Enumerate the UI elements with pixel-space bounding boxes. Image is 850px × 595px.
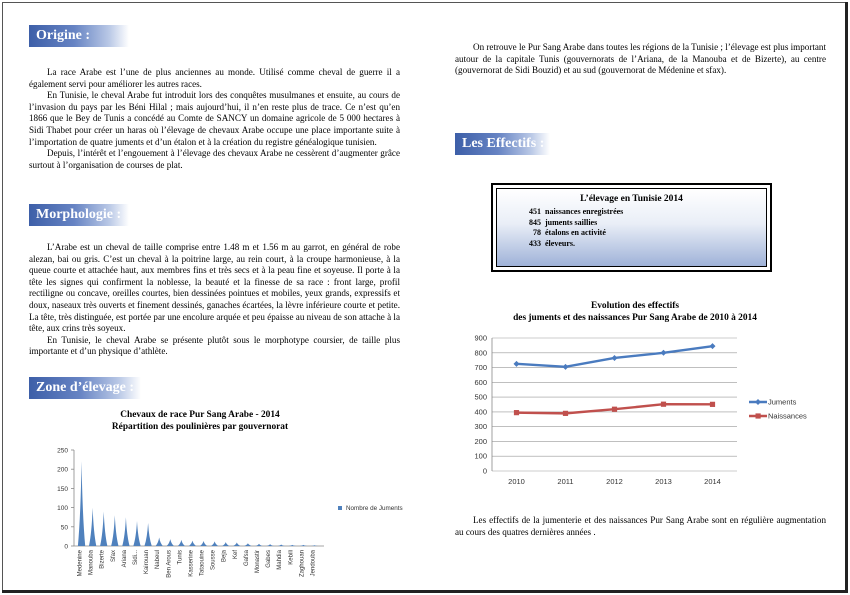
stats-item <box>525 207 766 218</box>
bar-chart-x-tick-label: Gabes <box>266 550 273 568</box>
bar-chart-bar <box>255 544 262 546</box>
origine-paragraph-3: Depuis, l’intérêt et l’engouement à l’élevage des chevaux Arabe ne cessèrent d’augmenter grâce surtout à l’organisation de courses de plat. <box>29 148 400 170</box>
morphologie-heading: Morphologie : <box>29 204 129 226</box>
line-chart-point-juments <box>661 350 667 356</box>
bar-chart-legend-swatch <box>338 506 342 510</box>
bar-chart-y-tick-label: 150 <box>57 485 68 493</box>
bar-chart-x-tick-label: Bizerte <box>99 550 106 569</box>
origine-heading: Origine : <box>29 25 129 47</box>
bar-chart-x-tick-label: Monastir <box>255 550 261 574</box>
stats-item-number: 78 <box>533 228 541 237</box>
line-chart-title: Evolution des effectifs <box>590 301 679 311</box>
bar-chart-bar <box>189 541 196 546</box>
line-chart-y-tick-label: 300 <box>474 422 487 432</box>
bar-chart-x-tick-label: Kef <box>232 550 239 560</box>
line-chart-x-tick-label: 2012 <box>606 477 623 486</box>
bar-chart-x-tick-label: Kairouan <box>144 550 151 575</box>
bar-chart-x-tick-label: Ben Arous <box>166 550 173 578</box>
line-chart-point-naissances <box>661 402 666 407</box>
bar-chart-bar <box>200 541 207 546</box>
bar-chart-x-tick-label: Zaghouan <box>299 550 306 578</box>
bar-chart-x-tick-label: Tataouine <box>199 550 206 577</box>
stats-list <box>497 204 766 249</box>
bar-chart-legend-label <box>346 505 403 512</box>
page-shadow-right <box>845 2 848 593</box>
bar-chart-bar <box>278 544 285 546</box>
morphologie-paragraph-1: L’Arabe est un cheval de taille comprise entre 1.48 m et 1.56 m au garrot, en général de robe alezan, bai ou gris. C’est un cheval à la poitrine large, au rein court, à la croupe harmonieuse, à la queue courte et attachée haut, aux membres fins et très secs et à la peau fine et soyeuse. Il porte à la tête les signes qui confirment la noblesse, la beauté et la finesse de sa race : front large, profil rectiligne ou concave, oreilles courtes, bien dessinées pointues et mobiles, yeux grands, expressifs et doux, naseaux très ouverts et finement dessinés, ganaches écartées, la lèvre inférieure courte et petite. La tête, très distinguée, est portée par une encolure arquée et peu épaisse au niveau de son attache à la tête, aux crins très soyeux. <box>29 242 400 334</box>
bar-chart-x-tick-label: Nabeul <box>155 550 162 570</box>
line-chart-y-tick-label: 800 <box>474 348 487 358</box>
line-chart-y-tick-label: 700 <box>474 363 487 373</box>
bar-chart-x-tick-label: Ariana <box>121 550 128 568</box>
bar-chart-title: Chevaux de race Pur Sang Arabe - 2014 <box>120 410 280 420</box>
bar-chart-bar <box>233 543 240 546</box>
bar-chart-x-tick-label: Beja <box>221 550 228 563</box>
bar-chart-bar <box>111 515 118 546</box>
bar-chart-x-tick-label: Mahdia <box>277 550 284 570</box>
bar-chart-x-tick-label: Jendouba <box>310 550 317 577</box>
effectifs-heading: Les Effectifs : <box>455 133 550 155</box>
line-chart-y-tick-label: 900 <box>474 333 487 343</box>
bar-chart-x-tick-label: Gafsa <box>243 550 250 567</box>
stats-item-label: éleveurs. <box>545 238 575 248</box>
line-chart-subtitle-years: 2010 à 2014 <box>710 313 757 323</box>
bar-chart-x-tick-label: Manouba <box>88 550 95 576</box>
stats-box <box>491 183 772 272</box>
line-chart-point-juments <box>612 355 618 361</box>
bar-chart-y-tick-label: 50 <box>60 524 68 532</box>
line-chart-y-tick-label: 100 <box>474 451 487 461</box>
stats-item <box>525 228 766 239</box>
right-bottom-text <box>455 515 826 538</box>
morphologie-text <box>29 242 400 358</box>
bar-chart-x-tick-label: Sfax <box>110 550 117 563</box>
stats-title: L’élevage en Tunisie 2014 <box>580 194 683 204</box>
bar-chart-bar <box>300 545 307 546</box>
line-chart-legend-label: Naissances <box>768 411 807 421</box>
stats-item-number: 845 <box>529 217 541 227</box>
bar-chart-y-tick-label: 0 <box>64 543 68 551</box>
line-chart-y-tick-label: 400 <box>474 407 487 417</box>
bar-chart-legend-line: Nombre de Juments <box>346 505 403 512</box>
bar-chart-bar <box>144 523 151 546</box>
bar-chart-bar <box>211 541 218 546</box>
bar-chart-y-tick-label: 200 <box>57 466 68 474</box>
stats-item <box>525 218 766 229</box>
bar-chart-bar <box>244 543 251 546</box>
right-intro-text <box>455 42 826 77</box>
stats-item-label: étalons en activité <box>545 228 606 237</box>
line-chart-point-juments <box>710 343 716 349</box>
stats-item <box>525 239 766 250</box>
bar-chart-x-tick-label: Tunis <box>177 550 184 565</box>
line-chart-y-tick-label: 200 <box>474 436 487 446</box>
line-chart-subtitle: des juments et des naissances Pur Sang Arabe de <box>513 313 708 323</box>
origine-paragraph-1: La race Arabe est l’une de plus anciennes au monde. Utilisé comme cheval de guerre il a également servi pour améliorer les autres races. <box>29 67 400 89</box>
bar-chart-y-tick-label: 250 <box>57 447 68 455</box>
stats-item-number: 451 <box>529 207 541 216</box>
line-chart-subtitle-row <box>485 312 785 324</box>
bar-chart-x-tick-label: Kebili <box>288 550 295 565</box>
line-chart-legend-label: Juments <box>768 397 797 407</box>
bar-chart-subtitle: Répartition des poulinières par gouvernorat <box>111 422 289 432</box>
bar-chart-bar <box>178 540 185 546</box>
bar-chart-bar <box>78 461 85 546</box>
line-chart-x-tick-label: 2013 <box>655 477 672 486</box>
line-chart-x-tick-label: 2011 <box>557 477 574 486</box>
stats-item-label: naissances enregistrées <box>545 207 624 216</box>
bar-chart-bar <box>156 538 163 546</box>
origine-paragraph-2: En Tunisie, le cheval Arabe fut introduit lors des conquêtes musulmanes et ensuite, au cours de l’invasion du pays par les Béni Hilal ; mais aujourd’hui, il n’en reste plus de trace. Ce n’est qu’en 1866 que le Bey de Tunis a concédé au Comte de SANCY un domaine agricole de 5 000 hectares à Sidi Thabet pour créer un haras où l’élevage de chevaux Arabe occupe une place importante suite à l’importation de quatre juments et d’un étalon et à la création du registre généalogique tunisien. <box>29 90 400 147</box>
bar-chart-bar <box>222 542 229 546</box>
bar-chart-x-tick-label: Medenine <box>77 550 84 577</box>
bar-chart-y-tick-label: 100 <box>57 505 68 513</box>
origine-text <box>29 67 400 171</box>
bar-chart-bar <box>167 539 174 546</box>
zone-heading: Zone d’élevage : <box>29 377 141 399</box>
right-bottom-paragraph: Les effectifs de la jumenterie et des naissances Pur Sang Arabe sont en régulière augmentation au cours des quatres dernières années . <box>455 515 826 537</box>
right-paragraph-1: On retrouve le Pur Sang Arabe dans toutes les régions de la Tunisie ; l’élevage est plus important autour de la capitale Tunis (gouvernorats de l’Ariana, de la Manouba et de Bizerte), au centre (gouvernorat de Sidi Bouzid) et au sud (gouvernorat de Médenine et sfax). <box>455 42 826 76</box>
line-chart-y-tick-label: 0 <box>482 466 487 476</box>
line-chart-point-naissances <box>612 407 617 412</box>
line-chart-point-juments <box>514 361 520 367</box>
line-chart-legend-marker <box>755 399 761 405</box>
stats-item-label: juments saillies <box>545 217 598 227</box>
bar-chart-bar <box>100 511 107 546</box>
line-chart-x-tick-label: 2010 <box>508 477 525 486</box>
line-chart-y-tick-label: 500 <box>474 392 487 402</box>
bar-chart-title-block <box>70 409 330 433</box>
bar-chart <box>28 440 408 592</box>
bar-chart-bar <box>133 521 140 546</box>
bar-chart-bar <box>122 517 129 546</box>
line-chart-point-naissances <box>563 411 568 416</box>
line-chart-y-tick-label: 600 <box>474 377 487 387</box>
line-chart <box>462 330 837 490</box>
morphologie-paragraph-2: En Tunisie, le cheval Arabe se présente plutôt sous le morphotype coursier, de taille plus importante et d’un physique d’athlète. <box>29 334 400 357</box>
line-chart-point-naissances <box>710 402 715 407</box>
line-chart-title-block <box>485 300 785 324</box>
line-chart-legend-marker <box>756 413 761 418</box>
bar-chart-bar <box>89 508 96 546</box>
bar-chart-x-tick-label: Sousse <box>210 550 217 571</box>
bar-chart-bar <box>266 544 273 546</box>
line-chart-x-tick-label: 2014 <box>704 477 721 486</box>
bar-chart-x-tick-label: Kasserine <box>188 550 195 577</box>
line-chart-point-naissances <box>514 410 519 415</box>
bar-chart-x-tick-label: Sidi... <box>133 550 139 566</box>
stats-box-inner <box>496 188 767 267</box>
line-chart-point-juments <box>563 364 569 370</box>
stats-item-number: 433 <box>529 238 541 248</box>
bar-chart-bar <box>289 545 296 546</box>
